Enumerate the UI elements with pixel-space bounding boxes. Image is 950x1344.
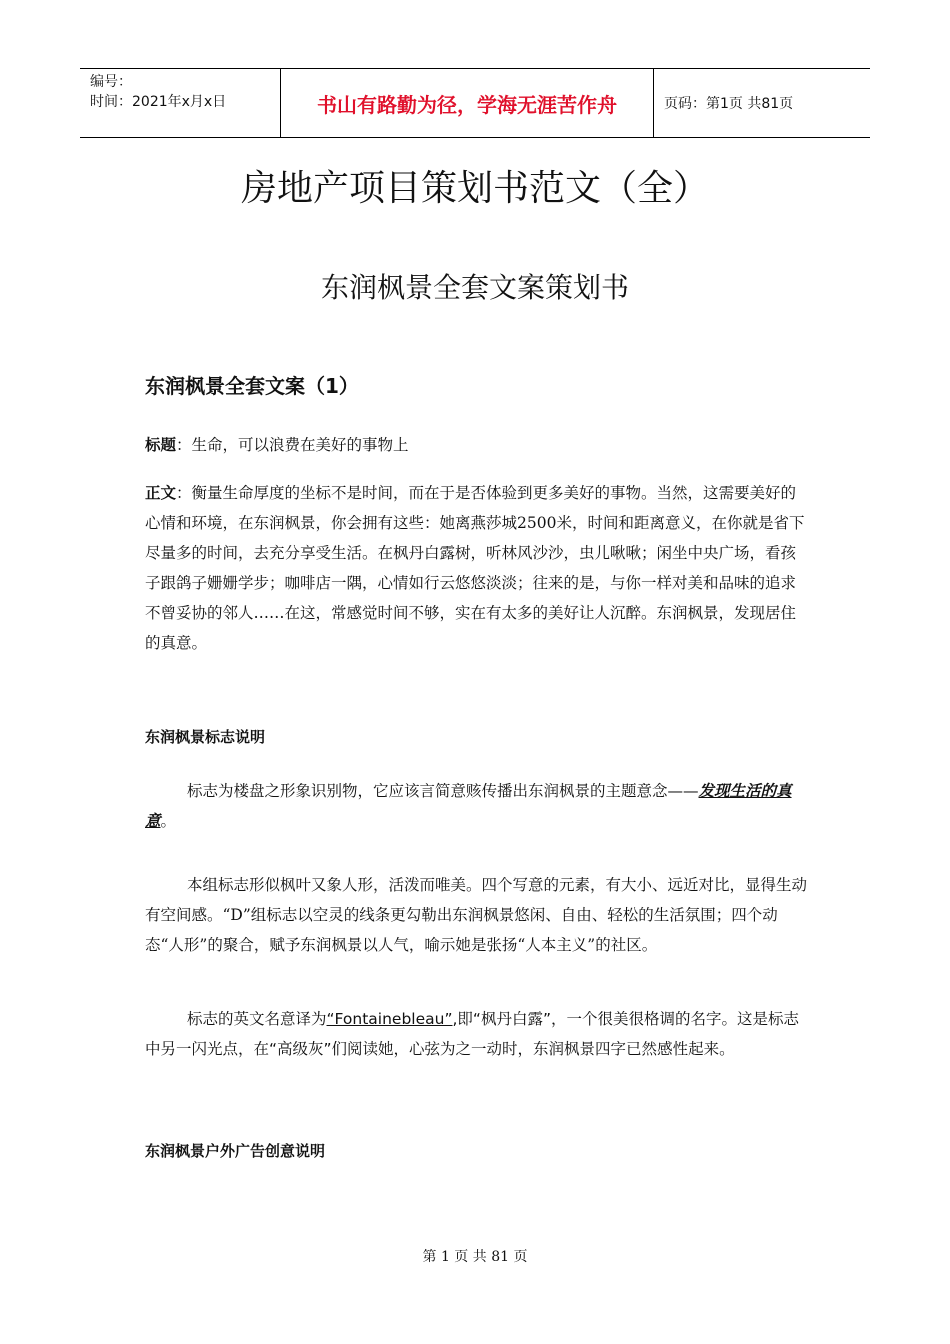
time-label: 时间：2021年x月x日	[90, 94, 227, 110]
outdoor-ad-heading: 东润枫景户外广告创意说明	[145, 1142, 326, 1160]
body-paragraph	[145, 478, 810, 658]
number-label: 编号：	[90, 74, 132, 90]
logo-p1-emphasis: 发现生活的真意	[145, 781, 792, 830]
logo-section-heading: 东润枫景标志说明	[145, 728, 266, 746]
document-subtitle: 东润枫景全套文案策划书	[320, 271, 629, 304]
header-motto: 书山有路勤为径，学海无涯苦作舟	[281, 69, 654, 137]
header-meta-cell	[80, 69, 281, 137]
section-title: 东润枫景全套文案（1）	[145, 374, 359, 398]
body-label: 正文	[145, 484, 177, 502]
fontainebleau-link[interactable]: “Fontainebleau”	[326, 1010, 453, 1028]
body-text: ：衡量生命厚度的坐标不是时间，而在于是否体验到更多美好的事物。当然，这需要美好的心情和环境，在东润枫景，你会拥有这些：她离燕莎城2500米，时间和距离意义，在你就是省下尽量多的时间，去充分享受生活。在枫丹白露树，听林风沙沙，虫儿啾啾；闲坐中央广场，看孩子跟鸽子姗姗学步；咖啡店一隅，心情如行云悠悠淡淡；往来的是，与你一样对美和品味的追求不曾妥协的邻人……在这，常感觉时间不够，实在有太多的美好让人沉醉。东润枫景，发现居住的真意。	[145, 484, 805, 652]
logo-p1-end: 。	[160, 812, 177, 830]
logo-p3-post: ,即“枫丹白露”，一个很美很格调的名字。这是标志中另一闪光点，在“高级灰”们阅读她，心弦为之一动时，东润枫景四字已然感性起来。	[145, 1010, 799, 1058]
document-title: 房地产项目策划书范文（全）	[240, 168, 709, 209]
logo-paragraph-2: 本组标志形似枫叶又象人形，活泼而唯美。四个写意的元素，有大小、远近对比，显得生动有空间感。“D”组标志以空灵的线条更勾勒出东润枫景悠闲、自由、轻松的生活氛围；四个动态“人形”的聚合，赋予东润枫景以人气，喻示她是张扬“人本主义”的社区。	[145, 876, 808, 954]
headline-text: ：生命，可以浪费在美好的事物上	[176, 436, 409, 454]
page-footer: 第 1 页 共 81 页	[422, 1249, 528, 1265]
headline-paragraph	[145, 430, 810, 460]
logo-p1-text: 标志为楼盘之形象识别物，它应该言简意赅传播出东润枫景的主题意念——	[187, 782, 699, 800]
header-table	[80, 68, 870, 138]
header-page-info: 页码：第1页 共81页	[664, 96, 794, 112]
logo-p3-pre: 标志的英文名意译为	[187, 1010, 327, 1028]
headline-label: 标题	[145, 436, 177, 454]
logo-paragraph-1	[145, 776, 810, 836]
logo-paragraph-3	[145, 1004, 810, 1064]
